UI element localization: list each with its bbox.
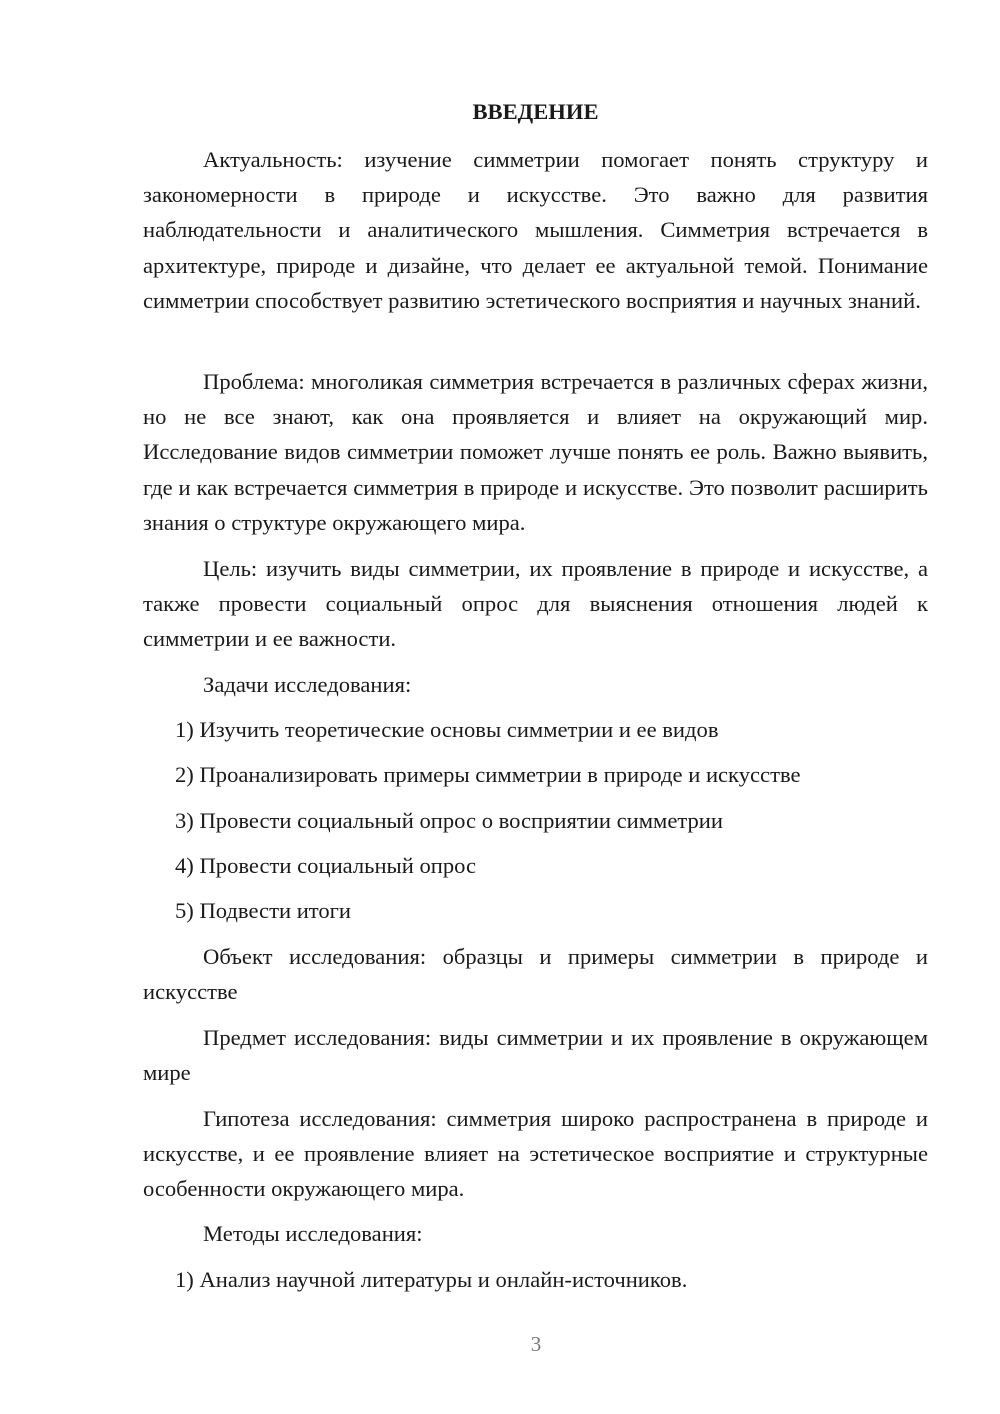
- section-title: ВВЕДЕНИЕ: [472, 99, 599, 124]
- paragraph-subject: Предмет исследования: виды симметрии и их проявление в окружающем мире: [143, 1025, 928, 1086]
- task-item: 2) Проанализировать примеры симметрии в природе и искусстве: [175, 762, 801, 787]
- paragraph-hypothesis: Гипотеза исследования: симметрия широко распространена в природе и искусстве, и ее проявление влияет на эстетическое восприятие и структурные особенности окружающего мира.: [143, 1106, 928, 1202]
- paragraph-problem: Проблема: многоликая симметрия встречается в различных сферах жизни, но не все знают, как она проявляется и влияет на окружающий мир. Исследование видов симметрии поможет лучше понять ее роль. Важно выявить, где и как встречается симметрия в природе и искусстве. Это позволит расширить знания о структуре окружающего мира.: [143, 369, 928, 535]
- task-item: 1) Изучить теоретические основы симметрии и ее видов: [175, 717, 719, 742]
- method-item: 1) Анализ научной литературы и онлайн-источников.: [175, 1267, 688, 1292]
- task-item: 4) Провести социальный опрос: [175, 853, 477, 878]
- tasks-heading: Задачи исследования:: [203, 672, 412, 697]
- task-item: 3) Провести социальный опрос о восприятии симметрии: [175, 808, 723, 833]
- paragraph-goal: Цель: изучить виды симметрии, их проявление в природе и искусстве, а также провести социальный опрос для выяснения отношения людей к симметрии и ее важности.: [143, 556, 928, 652]
- task-item: 5) Подвести итоги: [175, 898, 352, 923]
- paragraph-object: Объект исследования: образцы и примеры симметрии в природе и искусстве: [143, 944, 928, 1005]
- page-number: 3: [530, 1332, 542, 1356]
- methods-heading: Методы исследования:: [203, 1221, 423, 1246]
- paragraph-relevance: Актуальность: изучение симметрии помогает понять структуру и закономерности в природе и искусстве. Это важно для развития наблюдательности и аналитического мышления. Симметрия встречается в архитектуре, природе и дизайне, что делает ее актуальной темой. Понимание симметрии способствует развитию эстетического восприятия и научных знаний.: [143, 147, 928, 313]
